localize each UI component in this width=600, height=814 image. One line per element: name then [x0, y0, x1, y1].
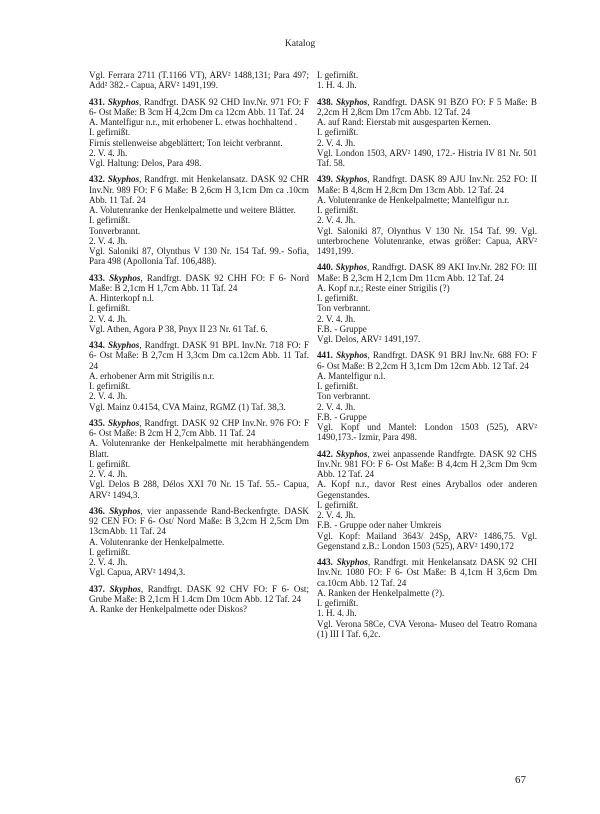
entry-heading-rest: , Randfrgt. DASK 89 AKI Inv.Nr. 282 FO: III Maße: B 2,3cm H 2,1cm Dm 11cm Abb. 12 Taf. 24 — [317, 262, 537, 283]
entry-heading — [317, 97, 537, 118]
entry-heading — [317, 350, 537, 371]
entry-heading-rest: , Randfrgt. DASK 91 BZO FO: F 5 Maße: B 2,2cm H 2,8cm Dm 17cm Abb. 12 Taf. 24 — [317, 96, 537, 117]
entry-line: A. Ranke der Henkelpalmette oder Diskos? — [89, 604, 248, 614]
entry-line: Ton verbrannt. — [317, 391, 371, 402]
entry-line: Ton verbrannt. — [317, 303, 371, 314]
entry-line: I. gefirnißt. — [317, 70, 359, 80]
entry-number: 440. — [317, 262, 333, 273]
entry-number: 438. — [317, 96, 333, 107]
entry-line: Vgl. London 1503, ARV² 1490, 172.- Histria IV 81 Nr. 501 Taf. 58. — [317, 147, 537, 168]
entry-title: Skyphos — [107, 417, 140, 428]
entry-heading-rest: , Randfrgt. mit Henkelansatz. DASK 92 CHR Inv.Nr. 989 FO: F 6 Maße: B 2,6cm H 3,1cm Dm ca .10cm Abb. 11 Taf. 24 — [89, 174, 309, 205]
entry-heading-rest: , Randfrgt. mit Henkelansatz DASK 92 CHI Inv.Nr. 1080 FO: F 6- Ost Maße: B 4,1cm H 3,6cm Dm ca.10cm Abb. 12 Taf. 24 — [317, 557, 537, 588]
entry-heading — [317, 449, 537, 480]
entry-line: A. Kopf n.r.; Reste einer Strigilis (?) — [317, 282, 450, 293]
entry-number: 433. — [89, 272, 105, 283]
entry-heading — [89, 584, 309, 605]
catalog-entry — [89, 174, 309, 266]
entry-line: Vgl. Kopf: Mailand 3643/ 24Sp, ARV² 1486,75. Vgl. Gegenstand z.B.: London 1503 (525), ARV² 1490,172 — [317, 530, 537, 551]
catalog-entry — [317, 70, 537, 91]
entry-line: 2. V. 4. Jh. — [89, 391, 128, 402]
entry-title: Skyphos — [109, 505, 141, 516]
catalog-entry — [89, 418, 309, 500]
entry-line: I. gefirnißt. — [317, 499, 359, 510]
entry-line: 2. V. 4. Jh. — [89, 313, 128, 324]
entry-line: Vgl. Saloniki 87, Olynthus V 130 Nr. 154 Taf. 99. Vgl. unterbrochene Volutenranke, etwas größer: Capua, ARV² 1491,199. — [317, 225, 537, 256]
entry-heading-rest: , Randfrgt. DASK 92 CHH FO: F 6- Nord Maße: B 2,1cm H 1,7cm Abb. 11 Taf. 24 — [89, 272, 309, 293]
entry-line: A. auf Rand: Eierstab mit ausgesparten Kernen. — [317, 117, 491, 127]
entry-title: Skyphos — [109, 583, 141, 594]
catalog-entry — [89, 97, 309, 169]
entry-number: 442. — [317, 448, 333, 459]
entry-line: 1. H. 4. Jh. — [317, 608, 357, 619]
entry-line: 2. V. 4. Jh. — [317, 215, 356, 226]
entry-line: Vgl. Athen, Agora P 38, Pnyx II 23 Nr. 61 Taf. 6. — [89, 323, 268, 334]
entry-line: 2. V. 4. Jh. — [89, 557, 128, 567]
entry-line: Tonverbrannt. — [89, 225, 141, 236]
entry-heading — [317, 557, 537, 588]
entry-line: Vgl. Verona 58Ce, CVA Verona- Museo del Teatro Romana (1) III I Taf. 6,2c. — [317, 618, 537, 639]
entry-heading — [89, 273, 309, 294]
entry-line: 2. V. 4. Jh. — [317, 510, 356, 520]
entry-title: Skyphos — [107, 96, 140, 107]
entry-heading-rest: , vier anpassende Rand-Beckenfrgte. DASK 92 CEN FO: F 6- Ost/ Nord Maße: B 3,2cm H 2,5cm Dm 13cmAbb. 11 Taf. 24 — [89, 505, 309, 537]
entry-number: 436. — [89, 505, 105, 516]
catalog-entry — [89, 273, 309, 335]
entry-line: I. gefirnißt. — [317, 205, 359, 215]
entry-heading — [89, 418, 309, 439]
entry-line: A. Volutenranke der Henkelpalmette und weitere Blätter. — [89, 205, 296, 215]
entry-title: Skyphos — [109, 272, 141, 283]
entry-line: Firnis stellenweise abgeblättert; Ton leicht verbrannt. — [89, 137, 283, 148]
entry-heading-rest: , Randfrgt. DASK 91 BPL Inv.Nr. 718 FO: F 6- Ost Maße: B 2,7cm H 3,3cm Dm ca.12cm Abb. 11 Taf. 24 — [89, 340, 309, 371]
entry-number: 437. — [89, 583, 105, 594]
catalog-entry — [317, 174, 537, 256]
entry-title: Skyphos — [336, 350, 368, 361]
entry-line: I. gefirnißt. — [89, 381, 131, 391]
entry-line: A. Volutenranke der Henkelpalmette. — [89, 536, 225, 547]
entry-line: I. gefirnißt. — [89, 303, 131, 314]
entry-line: Vgl. Kopf und Mantel: London 1503 (525), ARV² 1490,173.- Izmir, Para 498. — [317, 422, 537, 443]
entry-number: 432. — [89, 174, 105, 185]
entry-line: A. Volutenranke de Henkelpalmette; Mantelfigur n.r. — [317, 194, 510, 205]
entry-line: Vgl. Saloniki 87, Olynthus V 130 Nr. 154 Taf. 99.- Sofia, Para 498 (Apollonia Taf. 106,488). — [89, 246, 309, 267]
entry-line: 1. H. 4. Jh. — [317, 80, 357, 91]
entry-title: Skyphos — [108, 340, 140, 350]
entry-line: A. Ranken der Henkelpalmette (?). — [317, 587, 445, 598]
catalog-entry — [317, 449, 537, 552]
entry-line: A. Mantelfigur n.r., mit erhobener L. etwas hochhaltend . — [89, 117, 298, 127]
entry-number: 435. — [89, 417, 105, 428]
entry-line: I. gefirnißt. — [89, 546, 131, 557]
entry-line: A. Mantelfigur n.l. — [317, 370, 386, 381]
entry-line: A. Volutenranke der Henkelpalmette mit herabhängendem Blatt. — [89, 438, 309, 459]
entry-line: 2. V. 4. Jh. — [89, 147, 128, 158]
entry-line: Vgl. Capua, ARV² 1494,3. — [89, 567, 186, 578]
entry-line: Vgl. Delos B 288, Délos XXI 70 Nr. 15 Taf. 55.- Capua, ARV² 1494,3. — [89, 479, 309, 500]
entry-heading — [89, 340, 309, 371]
page-number: 67 — [515, 774, 526, 786]
entry-line: 2. V. 4. Jh. — [89, 469, 128, 479]
entry-line: F.B. - Gruppe — [317, 411, 367, 422]
entry-number: 439. — [317, 174, 333, 185]
entry-line: Vgl. Haltung: Delos, Para 498. — [89, 158, 202, 168]
entry-title: Skyphos — [336, 448, 368, 459]
entry-heading — [317, 174, 537, 195]
entry-heading — [89, 97, 309, 118]
entry-heading — [89, 174, 309, 205]
entry-heading — [317, 262, 537, 283]
entry-number: 443. — [317, 557, 333, 567]
entry-number: 431. — [89, 96, 105, 107]
entry-heading-rest: , Randfrgt. DASK 92 CHP Inv.Nr. 976 FO: F 6- Ost Maße: B 2cm H 2,7cm Abb. 11 Taf. 24 — [89, 417, 309, 438]
catalog-entry — [89, 70, 309, 91]
entry-line: I. gefirnißt. — [317, 127, 359, 138]
catalog-entry — [317, 557, 537, 639]
entry-line: I. gefirnißt. — [89, 458, 131, 469]
entry-title: Skyphos — [335, 262, 367, 273]
entry-line: Vgl. Mainz 0.4154, CVA Mainz, RGMZ (1) Taf. 38,3. — [89, 401, 286, 412]
entry-line: I. gefirnißt. — [89, 215, 131, 226]
entry-line: A. Hinterkopf n.l. — [89, 293, 154, 303]
entry-line: Vgl. Delos, ARV² 1491,197. — [317, 334, 421, 344]
entry-line: I. gefirnißt. — [317, 293, 359, 303]
catalog-entry — [89, 340, 309, 412]
entry-title: Skyphos — [335, 174, 368, 185]
catalog-entry — [89, 584, 309, 615]
catalog-entry — [317, 350, 537, 442]
right-column — [317, 70, 537, 645]
entry-line: Vgl. Ferrara 2711 (T.1166 VT), ARV² 1488,131; Para 497; Add² 382.- Capua, ARV² 1491,199. — [89, 70, 309, 91]
catalog-entry — [89, 506, 309, 578]
entry-title: Skyphos — [107, 174, 140, 185]
entry-title: Skyphos — [336, 557, 368, 567]
entry-heading-rest: , Randfrgt. DASK 92 CHD Inv.Nr. 971 FO: F 6- Ost Maße: B 3cm H 4,2cm Dm ca 12cm Abb. 11 Taf. 24 — [89, 96, 309, 117]
running-header: Katalog — [284, 38, 316, 49]
entry-line: A. erhobener Arm mit Strigilis n.r. — [89, 370, 215, 381]
entry-line: 2. V. 4. Jh. — [317, 137, 356, 148]
entry-line: A. Kopf n.r., davor Rest eines Aryballos oder anderen Gegenstandes. — [317, 479, 537, 500]
left-column — [89, 70, 309, 620]
entry-line: 2. V. 4. Jh. — [89, 235, 128, 246]
entry-line: F.B. - Gruppe oder naher Umkreis — [317, 520, 442, 531]
entry-title: Skyphos — [336, 96, 368, 107]
entry-heading-rest: , Randfrgt. DASK 91 BRJ Inv.Nr. 688 FO: F 6- Ost Maße: B 2,2cm H 3,1cm Dm 12cm Abb. 12 Taf. 24 — [317, 350, 537, 371]
entry-line: I. gefirnißt. — [317, 381, 359, 391]
entry-number: 441. — [317, 350, 333, 361]
entry-line: 2. V. 4. Jh. — [317, 401, 356, 412]
entry-line: I. gefirnißt. — [89, 127, 131, 138]
entry-line: F.B. - Gruppe — [317, 323, 367, 334]
entry-number: 434. — [89, 340, 105, 350]
entry-line: I. gefirnißt. — [317, 598, 359, 608]
entry-heading-rest: , zwei anpassende Randfrgte. DASK 92 CHS Inv.Nr. 981 FO: F 6- Ost Maße: B 4,4cm H 2,3cm Dm 9cm Abb. 12 Taf. 24 — [317, 448, 537, 479]
entry-heading-rest: , Randfrgt. DASK 92 CHV FO: F 6- Ost; Grube Maße: B 2,1cm H 1.4cm Dm 10cm Abb. 12 Taf. 24 — [89, 583, 309, 604]
entry-line: 2. V. 4. Jh. — [317, 313, 356, 324]
catalog-entry — [317, 97, 537, 169]
entry-heading-rest: , Randfrgt. DASK 89 AJU Inv.Nr. 252 FO: II Maße: B 4,8cm H 2,8cm Dm 13cm Abb. 12 Taf. 24 — [317, 174, 537, 195]
entry-heading — [89, 506, 309, 537]
catalog-entry — [317, 262, 537, 344]
